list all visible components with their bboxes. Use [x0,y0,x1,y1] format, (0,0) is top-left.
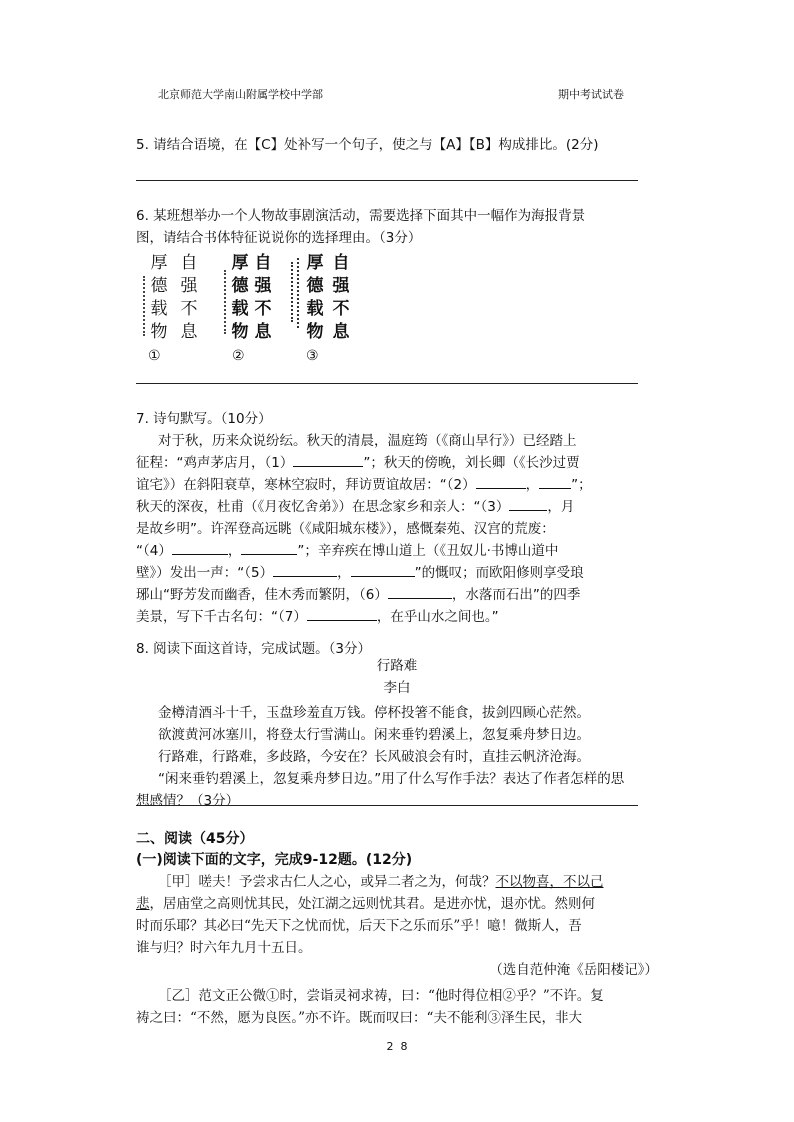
blank-2b[interactable] [539,474,571,489]
calligraphy-1-col2: 自强不息 [180,253,198,342]
q7-line3-c: ”； [571,477,592,493]
blank-7[interactable] [307,606,377,621]
calligraphy-2-col1: 厚德载物 [231,253,249,342]
passage-jia-line1 [136,871,604,893]
passage-jia-1a: ［甲］嗟夫！予尝求古仁人之心，或异二者之为，何哉？ [158,874,496,890]
question-8-title: 8. 阅读下面这首诗，完成试题。（3分） [136,641,372,657]
q8-question-line1: “闲来垂钓碧溪上，忽复乘舟梦日边。”用了什么写作手法？表达了作者怎样的思 [158,771,625,787]
q7-line3 [136,474,592,496]
q7-line6-b: ， [227,543,242,559]
q7-line2-a: 征程：“鸡声茅店月，（1） [136,455,294,471]
calligraphy-3-col2: 自强不息 [332,253,350,342]
blank-5a[interactable] [273,562,337,577]
seal-marks-1 [143,276,145,336]
passage-jia-source: （选自范仲淹《岳阳楼记》） [489,962,658,978]
q7-line1: 对于秋，历来众说纷纭。秋天的清晨，温庭筠（《商山早行》）已经踏上 [158,433,577,449]
passage-jia-2b: ，居庙堂之高则忧其民，处江湖之远则忧其君。是进亦忧，退亦忧。然则何 [149,896,595,912]
q7-line8-a: 琊山“野芳发而幽香，佳木秀而繁阴，（6） [136,587,388,603]
exam-title: 期中考试试卷 [558,88,624,101]
q7-line6-c: ”；辛弃疾在博山道上（《丑奴儿·书博山道中 [297,543,559,559]
calligraphy-3-col1: 厚德载物 [306,253,324,342]
q7-line9-a: 美景，写下千古名句：“（7） [136,609,307,625]
underlined-phrase-1: 不以物喜，不以己 [495,874,604,890]
q7-line3-a: 谊宅》）在斜阳衰草，寒林空寂时，拜访贾谊故居：“（2） [136,477,476,493]
small-inscription-2 [297,258,303,328]
q7-line4-a: 秋天的深夜，杜甫（《月夜忆舍弟》）在思念家乡和亲人：“（3） [136,499,510,515]
q7-line4-b: ，月 [547,499,575,515]
section-2-title: 二、阅读（45分） [136,831,254,847]
seal-marks-2 [224,270,226,334]
q7-line6 [136,540,558,562]
poem-title: 行路难 [376,658,418,674]
calligraphy-1-col1: 厚德载物 [150,253,168,342]
q7-line4 [136,496,574,518]
question-7-title: 7. 诗句默写。（10分） [136,411,272,427]
question-5: 5. 请结合语境，在【C】处补写一个句子，使之与【A】【B】构成排比。(2分) [136,137,599,153]
underlined-phrase-2: 悲 [136,896,150,912]
option-1-label: ① [148,348,161,364]
q7-line7-c: ”的慨叹；而欧阳修则享受琅 [414,565,584,581]
blank-5b[interactable] [351,562,415,577]
q7-line7 [136,562,584,584]
q7-line2-b: ”；秋天的傍晚，刘长卿（《长沙过贾 [363,455,580,471]
poem-line-2: 欲渡黄河冰塞川，将登太行雪满山。闲来垂钓碧溪上，忽复乘舟梦日边。 [158,727,590,743]
option-2-label: ② [232,348,245,364]
q7-line8 [136,584,580,606]
calligraphy-2-col2: 自强不息 [254,253,272,342]
question-6-line2: 图，请结合书体特征说说你的选择理由。（3分） [136,230,422,246]
blank-3[interactable] [509,496,547,511]
passage-jia-line2 [136,893,595,915]
q7-line3-b: ， [525,477,540,493]
q7-line2 [136,452,580,474]
q7-line5: 是故乡明”。许浑登高远眺（《咸阳城东楼》），感慨秦苑、汉宫的荒废： [136,521,555,537]
poem-author: 李白 [383,680,411,696]
answer-line-q6 [136,383,638,384]
answer-line-q8 [136,805,638,806]
passage-yi-line1: ［乙］范文正公微①时，尝诣灵祠求祷，曰：“他时得位相②乎？”不许。复 [158,988,604,1004]
q7-line8-b: ，水落而石出”的四季 [451,587,581,603]
blank-1[interactable] [293,452,363,467]
page-number: 2 8 [386,1040,408,1053]
option-3-label: ③ [306,348,319,364]
poem-line-3: 行路难，行路难，多歧路，今安在？长风破浪会有时，直挂云帆济沧海。 [158,749,590,765]
passage-jia-line3: 时而乐耶？其必曰“先天下之忧而忧，后天下之乐而乐”乎！噫！微斯人，吾 [136,918,582,934]
blank-2a[interactable] [476,474,526,489]
blank-6[interactable] [388,584,452,599]
subsection-1-title: (一)阅读下面的文字，完成9-12题。(12分) [136,852,413,868]
q8-question-line2: 想感情？（3分） [136,793,240,809]
passage-jia-line4: 谁与归？时六年九月十五日。 [136,940,312,956]
q7-line9 [136,606,499,628]
question-6-line1: 6. 某班想举办一个人物故事剧演活动，需要选择下面其中一幅作为海报背景 [136,208,586,224]
blank-4b[interactable] [241,540,297,555]
answer-line-q5 [136,180,638,181]
q7-line9-b: ，在乎山水之间也。” [376,609,499,625]
q7-line6-a: “（4） [136,543,172,559]
q7-line7-a: 壁》）发出一声：“（5） [136,565,274,581]
poem-line-1: 金樽清酒斗十千，玉盘珍羞直万钱。停杯投箸不能食，拔剑四顾心茫然。 [158,705,590,721]
blank-4a[interactable] [172,540,228,555]
q7-line7-b: ， [337,565,351,581]
passage-yi-line2: 祷之曰：“不然，愿为良医。”亦不许。既而叹曰：“夫不能利③泽生民，非大 [136,1010,582,1026]
school-name: 北京师范大学南山附属学校中学部 [158,88,323,101]
